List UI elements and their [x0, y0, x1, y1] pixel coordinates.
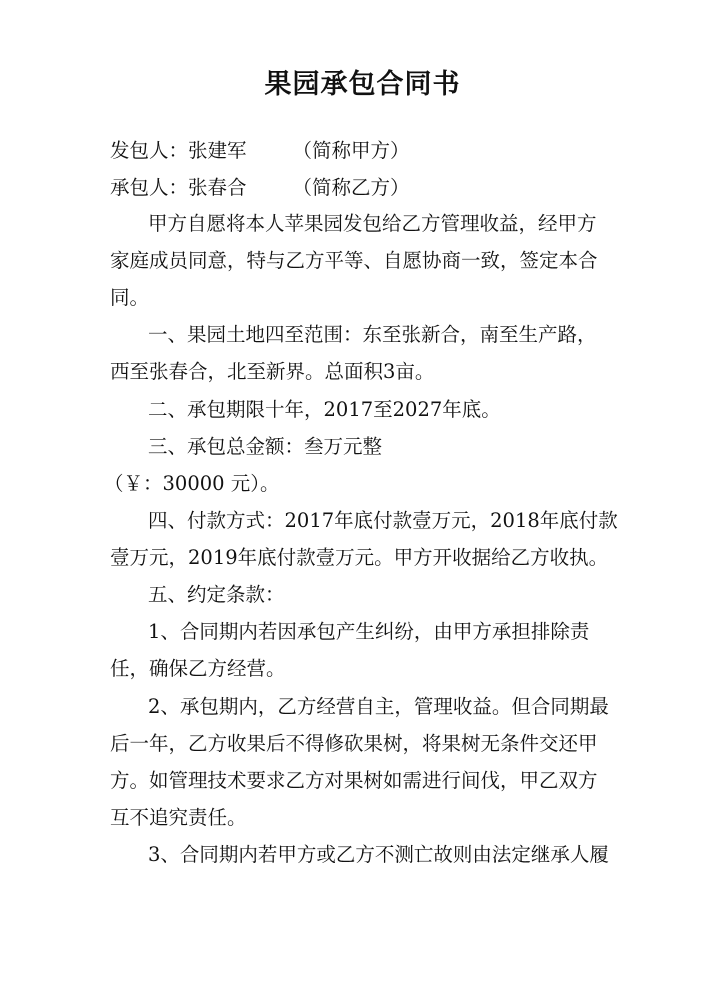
party-a-label: 发包人：张建军 — [110, 139, 247, 162]
clause-4-line: 壹万元，2019年底付款壹万元。甲方开收据给乙方收执。 — [110, 546, 609, 569]
clause-5-heading: 五、约定条款： — [148, 583, 285, 606]
document-title: 果园承包合同书 — [264, 69, 461, 100]
party-b-label: 承包人：张春合 — [110, 176, 247, 199]
party-a-line — [110, 138, 410, 164]
clause-4-line: 四、付款方式：2017年底付款壹万元，2018年底付款 — [148, 509, 618, 532]
term-2-line: 方。如管理技术要求乙方对果树如需进行间伐，甲乙双方 — [110, 769, 598, 792]
paragraph-line: 同。 — [110, 286, 150, 309]
term-3-line: 3、合同期内若甲方或乙方不测亡故则由法定继承人履 — [148, 843, 609, 866]
paragraph-line: 甲方自愿将本人苹果园发包给乙方管理收益，经甲方 — [148, 212, 597, 235]
clause-2-line: 二、承包期限十年，2017至2027年底。 — [148, 398, 501, 421]
clause-1-line: 一、果园土地四至范围：东至张新合，南至生产路， — [148, 323, 597, 346]
clause-1-line: 西至张春合，北至新界。总面积3亩。 — [110, 360, 435, 383]
party-b-line — [110, 175, 410, 201]
party-a-alias: （简称甲方） — [292, 139, 410, 162]
party-b-alias: （简称乙方） — [292, 176, 410, 199]
term-1-line: 1、合同期内若因承包产生纠纷，由甲方承担排除责 — [148, 620, 590, 643]
paragraph-line: 家庭成员同意，特与乙方平等、自愿协商一致，签定本合 — [110, 249, 598, 272]
term-2-line: 2、承包期内，乙方经营自主，管理收益。但合同期最 — [148, 695, 609, 718]
clause-3-line: 三、承包总金额：叁万元整 — [148, 435, 383, 458]
term-2-line: 后一年，乙方收果后不得修砍果树，将果树无条件交还甲 — [110, 732, 598, 755]
term-2-line: 互不追究责任。 — [110, 806, 247, 829]
clause-3-amount: （￥：30000 元）。 — [104, 472, 280, 495]
term-1-line: 任，确保乙方经营。 — [110, 657, 286, 680]
